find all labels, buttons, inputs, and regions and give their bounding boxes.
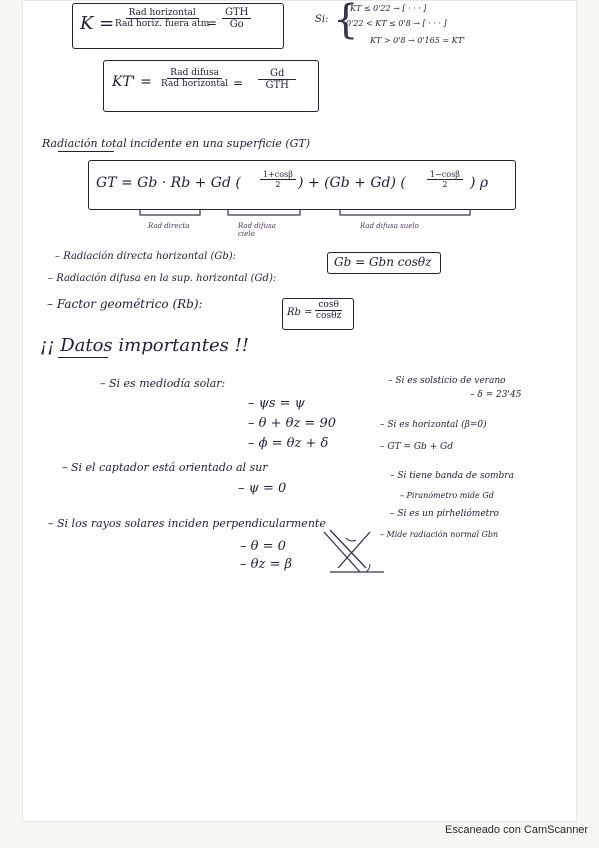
kt-fraction-den: Rad horizontal [161, 79, 229, 89]
gt-label-sky: Rad difusa cielo [238, 222, 276, 238]
gt-label-ground: Rad difusa suelo [360, 222, 419, 230]
note-r1a-text: δ = 23'45 [477, 390, 522, 400]
list-item-2-text: Radiación difusa en la sup. horizontal (Gd): [56, 273, 277, 284]
note-1c-text: ϕ = θz + δ [258, 436, 329, 451]
section1-title: Radiación total incidente en una superficie (GT) [42, 137, 311, 150]
rb-fraction-num: cosθ [315, 300, 342, 311]
note-r2: – Si es horizontal (β=0) [380, 420, 487, 430]
note-r1: – Si es solsticio de verano [388, 376, 506, 386]
gt-formula-end: ) ρ [470, 175, 489, 191]
underbrace-direct [140, 210, 200, 215]
note-2: – Si el captador está orientado al sur [62, 461, 268, 474]
condition-2: 0'22 < KT ≤ 0'8 → [ · · · ] [346, 19, 447, 28]
note-r2-text: Si es horizontal (β=0) [387, 420, 487, 430]
section2-title: ¡¡ Datos importantes !! [40, 335, 250, 356]
gt-label-direct: Rad directa [148, 222, 190, 230]
note-r3-text: Si tiene banda de sombra [397, 471, 514, 481]
gb-formula: Gb = Gbn cosθz [334, 255, 432, 269]
note-r1-text: Si es solsticio de verano [395, 376, 506, 386]
conditions-brace: { [333, 0, 359, 43]
k-equals: = [207, 16, 218, 30]
rb-fraction [313, 300, 344, 321]
rb-lhs: Rb = [287, 307, 313, 318]
conditions-si: Si: [315, 14, 329, 25]
note-r4: – Si es un pirheliómetro [390, 509, 499, 519]
k-lhs: K = [80, 13, 115, 34]
condition-3: KT > 0'8 → 0'165 = KT' [370, 36, 466, 45]
kt-fraction-2 [258, 68, 296, 91]
note-1b-text: θ + θz = 90 [258, 416, 336, 431]
note-r2a: – GT = Gb + Gd [380, 442, 453, 452]
condition-1: KT ≤ 0'22 → [ · · · ] [350, 4, 427, 13]
note-3b: – θz = β [240, 557, 292, 572]
note-1-text: Si es mediodía solar: [109, 377, 226, 390]
note-2a-text: ψ = 0 [248, 481, 287, 496]
note-2a: – ψ = 0 [238, 481, 287, 496]
note-3a: – θ = 0 [240, 539, 286, 554]
rb-fraction-den: cosθz [316, 311, 342, 321]
kt-fraction-2-den: GTH [265, 80, 289, 91]
note-1: – Si es mediodía solar: [100, 377, 226, 390]
k-fraction-num: Rad horizontal [126, 8, 199, 19]
gt-formula-mid: ) + (Gb + Gd) ( [298, 175, 406, 191]
list-item-3-text: Factor geométrico (Rb): [56, 297, 203, 311]
k-fraction-2-den: Go [229, 19, 244, 30]
k-fraction [112, 8, 212, 29]
list-item-1: – Radiación directa horizontal (Gb): [55, 251, 237, 262]
gt-fraction-2-num: 1−cosβ [427, 170, 463, 180]
kt-fraction [158, 68, 231, 89]
note-1a-text: ψs = ψ [258, 396, 305, 411]
list-item-3: – Factor geométrico (Rb): [47, 297, 203, 311]
note-2-text: Si el captador está orientado al sur [71, 461, 268, 474]
note-3b-text: θz = β [250, 557, 292, 572]
note-r1a: – δ = 23'45 [470, 390, 522, 400]
gt-formula-main: GT = Gb · Rb + Gd ( [96, 175, 241, 191]
note-r2a-text: GT = Gb + Gd [387, 442, 453, 452]
gt-fraction-2 [427, 170, 463, 189]
note-r3: – Si tiene banda de sombra [390, 471, 514, 481]
k-fraction-2 [222, 7, 251, 30]
note-3-text: Si los rayos solares inciden perpendicularmente [57, 517, 326, 530]
section1-underline [58, 151, 114, 152]
kt-lhs: KT' = [112, 74, 152, 90]
section2-underline [58, 357, 108, 358]
note-r4a-text: Mide radiación normal Gbn [386, 530, 499, 539]
gt-underbraces [0, 207, 599, 237]
kt-fraction-num: Rad difusa [167, 68, 222, 79]
underbrace-ground [340, 210, 470, 215]
scanner-footer: Escaneado con CamScanner [445, 824, 589, 836]
underbrace-sky [228, 210, 300, 215]
gt-fraction-2-den: 2 [442, 180, 448, 189]
gt-fraction-1-den: 2 [275, 180, 281, 189]
list-item-2: – Radiación difusa en la sup. horizontal (Gd): [48, 273, 277, 284]
note-r4a: – Mide radiación normal Gbn [380, 530, 499, 539]
scanned-page [22, 0, 577, 822]
k-fraction-2-num: GTH [222, 7, 251, 19]
note-3: – Si los rayos solares inciden perpendicularmente [48, 517, 326, 530]
note-1a: – ψs = ψ [248, 396, 305, 411]
gt-fraction-1-num: 1+cosβ [260, 170, 296, 180]
kt-fraction-2-num: Gd [258, 68, 296, 80]
gt-fraction-1 [260, 170, 296, 189]
k-fraction-den: Rad horiz. fuera atm [115, 19, 210, 29]
note-1b: – θ + θz = 90 [248, 416, 336, 431]
note-r3a-text: Piranómetro mide Gd [406, 491, 494, 500]
note-r3a: – Piranómetro mide Gd [400, 491, 494, 500]
list-item-1-text: Radiación directa horizontal (Gb): [63, 251, 237, 262]
kt-equals: = [233, 76, 244, 90]
note-3a-text: θ = 0 [250, 539, 286, 554]
note-r4-text: Si es un pirheliómetro [397, 509, 499, 519]
note-1c: – ϕ = θz + δ [248, 436, 329, 451]
